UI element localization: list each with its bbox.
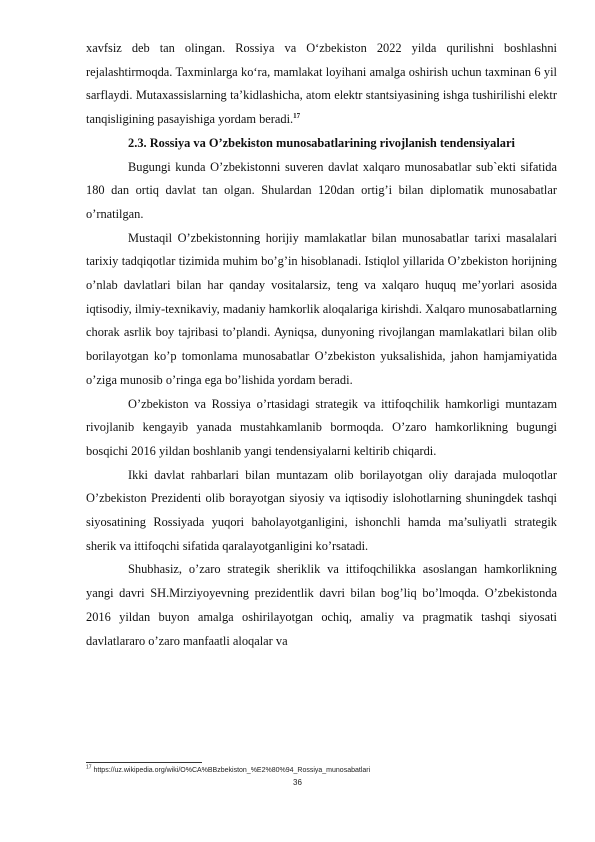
section-heading: 2.3. Rossiya va O’zbekiston munosabatlarining rivojlanish tendensiyalari: [128, 135, 515, 150]
paragraph-text: xavfsiz deb tan olingan. Rossiya va O‘zbekiston 2022 yilda qurilishni boshlashni rejalashtirmoqda. Taxminlarga ko‘ra, mamlakat loyihani amalga oshirish uchun taxminan 6 yil sarflaydi. Mutaxassislarning ta’kidlashicha, atom elektr stantsiyasining ishga tushirilishi elektr tanqisligining pasayishiga yordam beradi.: [86, 41, 557, 127]
footnote-divider: [86, 762, 202, 763]
footnote: [86, 766, 557, 776]
page-number: 36: [293, 778, 302, 787]
footnote-number: 17: [86, 764, 92, 771]
paragraph: Shubhasiz, o’zaro strategik sheriklik va ittifoqchilikka asoslangan hamkorlikning yangi davri SH.Mirziyoyevning prezidentlik davri bilan bog’liq bo’lmoqda. O’zbekistonda 2016 yildan buyon amalga oshirilayotgan ochiq, amaliy va pragmatik tashqi siyosati davlatlararo o’zaro manfaatli aloqalar va: [86, 562, 557, 648]
page-body: [86, 37, 557, 653]
paragraph: Ikki davlat rahbarlari bilan muntazam olib borilayotgan oliy darajada muloqotlar O’zbekiston Prezidenti olib borayotgan siyosiy va iqtisodiy islohotlarning shuningdek tashqi siyosatining Rossiyada yuqori baholayotganligini, ishonchli hamda ma’suliyatli strategik sherik va ittifoqchi sifatida qaralayotganligini ko’rsatadi.: [86, 467, 557, 553]
paragraph: O’zbekiston va Rossiya o’rtasidagi strategik va ittifoqchilik hamkorligi muntazam rivojlanib kengayib yanada mustahkamlanib bormoqda. O’zaro hamkorlikning bugungi bosqichi 2016 yildan boshlanib yangi tendensiyalarni keltirib chiqardi.: [86, 396, 557, 458]
footnote-link[interactable]: https://uz.wikipedia.org/wiki/O%CA%BBzbekiston_%E2%80%94_Rossiya_munosabatlari: [93, 767, 371, 774]
paragraph-continuation: [86, 37, 557, 132]
footnote-reference: 17: [293, 111, 301, 120]
paragraph: Mustaqil O’zbekistonning horijiy mamlakatlar bilan munosabatlar tarixi masalalari tarixiy tadqiqotlar tizimida muhim bo’g’in hisoblanadi. Istiqlol yillarida O’zbekiston horijning o’nlab davlatlari bilan har qanday vositalarsiz, teng va xalqaro huquq me’yorlari asosida iqtisodiy, ilmiy-texnikaviy, madaniy hamkorlik aloqalariga kirishdi. Xalqaro munosabatlarning chorak asrlik boy tajribasi to’plandi. Ayniqsa, dunyoning rivojlangan mamlakatlari bilan olib borilayotgan ko’p tomonlama munosabatlar O’zbekiston yuksalishida, jahon hamjamiyatida o’ziga munosib o’ringa ega bo’lishida yordam beradi.: [86, 230, 557, 387]
paragraph: Bugungi kunda O’zbekistonni suveren davlat xalqaro munosabatlar sub`ekti sifatida 180 dan ortiq davlat tan olgan. Shulardan 120dan ortig’i bilan diplomatik munosabatlar o’rnatilgan.: [86, 159, 557, 221]
